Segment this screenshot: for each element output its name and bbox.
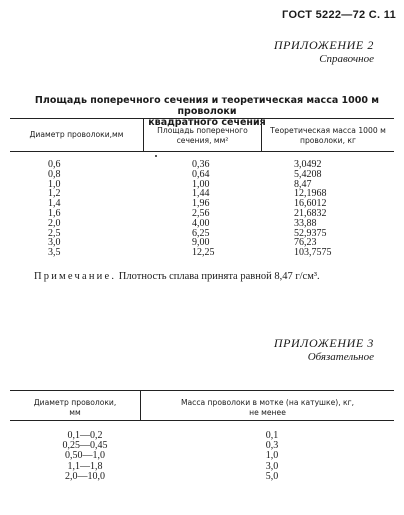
table-row-diameter: 3,5 xyxy=(48,247,61,259)
table-row-mass: 52,9375 xyxy=(294,227,327,239)
appendix-3-subtitle: Обязательное xyxy=(307,351,374,363)
table-row-diameter: 0,6 xyxy=(48,159,61,170)
table-1-title-line1: Площадь поперечного сечения и теоретическая масса 1000 м проволоки xyxy=(34,95,380,117)
table-2-header-diameter-line2: мм xyxy=(69,407,81,417)
table-row-mass: 5,4208 xyxy=(294,168,322,180)
table-1-diameter-column xyxy=(48,160,78,258)
table-1-header-mass xyxy=(262,126,394,145)
table-row-area: 4,00 xyxy=(192,217,210,229)
table-row-diameter-range: 1,1—1,8 xyxy=(67,460,103,472)
table-row-diameter: 1,2 xyxy=(48,188,61,200)
table-2-mass-column xyxy=(252,431,292,482)
table-1-title xyxy=(20,95,394,128)
table-row-area: 2,56 xyxy=(192,207,210,219)
table-row-area: 9,00 xyxy=(192,237,210,249)
table-2-header-rule xyxy=(10,420,394,421)
table-row-diameter-range: 0,1—0,2 xyxy=(67,430,103,441)
table-row-mass: 3,0492 xyxy=(294,159,322,170)
table-1-header-mass-line1: Теоретическая масса 1000 м xyxy=(270,126,386,135)
table-row-diameter-range: 0,25—0,45 xyxy=(62,440,108,452)
table-row-diameter: 3,0 xyxy=(48,237,61,249)
table-row-area: 12,25 xyxy=(192,247,215,259)
table-1-header-area-line2: сечения, мм² xyxy=(176,135,229,145)
table-1-header-area-line1: Площадь поперечного xyxy=(157,126,248,135)
note-text: Плотность сплава принята равной 8,47 г/см³. xyxy=(116,271,320,282)
appendix-2-title: ПРИЛОЖЕНИЕ 2 xyxy=(273,38,374,52)
table-row-diameter-range: 0,50—1,0 xyxy=(65,450,105,462)
table-row-mass: 21,6832 xyxy=(294,207,327,219)
table-row-diameter: 0,8 xyxy=(48,168,61,180)
table-row-min-mass: 0,3 xyxy=(265,440,279,452)
table-row-mass: 12,1968 xyxy=(294,188,327,200)
table-row-diameter: 2,0 xyxy=(48,217,61,229)
table-row-diameter: 1,4 xyxy=(48,198,61,210)
table-row-area: 0,36 xyxy=(192,159,210,170)
table-row-area: 1,44 xyxy=(192,188,210,200)
table-1-top-rule xyxy=(10,118,394,119)
table-2-header-diameter-line1: Диаметр проволоки, xyxy=(33,398,117,407)
table-row-diameter-range: 2,0—10,0 xyxy=(65,470,105,482)
table-row-diameter: 1,0 xyxy=(48,178,61,190)
table-1-header-mass-line2: проволоки, кг xyxy=(300,135,356,145)
table-2-header-diameter xyxy=(10,398,140,417)
table-row-min-mass: 0,1 xyxy=(265,430,279,441)
appendix-3-title: ПРИЛОЖЕНИЕ 3 xyxy=(273,336,374,350)
table-2-top-rule xyxy=(10,390,394,391)
table-row-area: 1,96 xyxy=(192,198,210,210)
table-row-mass: 8,47 xyxy=(294,178,312,190)
table-row-min-mass: 5,0 xyxy=(265,470,279,482)
table-row-diameter: 2,5 xyxy=(48,227,61,239)
table-2-header-mass xyxy=(141,398,394,417)
table-row-min-mass: 1,0 xyxy=(265,450,279,462)
table-row-diameter: 1,6 xyxy=(48,207,61,219)
appendix-2-subtitle: Справочное xyxy=(319,53,374,65)
table-row-mass: 16,6012 xyxy=(294,198,327,210)
table-row-min-mass: 3,0 xyxy=(265,460,279,472)
table-1-header-rule xyxy=(10,151,394,152)
page-header: ГОСТ 5222—72 С. 11 xyxy=(282,9,396,21)
table-1-header-diameter-text: Диаметр проволоки,мм xyxy=(29,130,124,139)
table-row-area: 0,64 xyxy=(192,168,210,180)
table-row-area: 6,25 xyxy=(192,227,210,239)
table-2-header-mass-line2: не менее xyxy=(249,407,286,417)
print-speck xyxy=(155,155,157,157)
table-1-header-diameter xyxy=(10,130,143,140)
table-1-header-area xyxy=(144,126,261,145)
table-1-area-column xyxy=(192,160,232,258)
table-row-mass: 33,88 xyxy=(294,217,317,229)
table-2-diameter-column xyxy=(50,431,120,482)
table-row-area: 1,00 xyxy=(192,178,210,190)
table-1-mass-column xyxy=(294,160,354,258)
table-row-mass: 76,23 xyxy=(294,237,317,249)
note xyxy=(34,271,394,282)
table-2-header-mass-line1: Масса проволоки в мотке (на катушке), кг, xyxy=(180,398,355,407)
table-1-title-line2: квадратного сечения xyxy=(148,117,266,128)
table-row-mass: 103,7575 xyxy=(294,247,332,259)
note-label: Примечание. xyxy=(34,271,117,282)
